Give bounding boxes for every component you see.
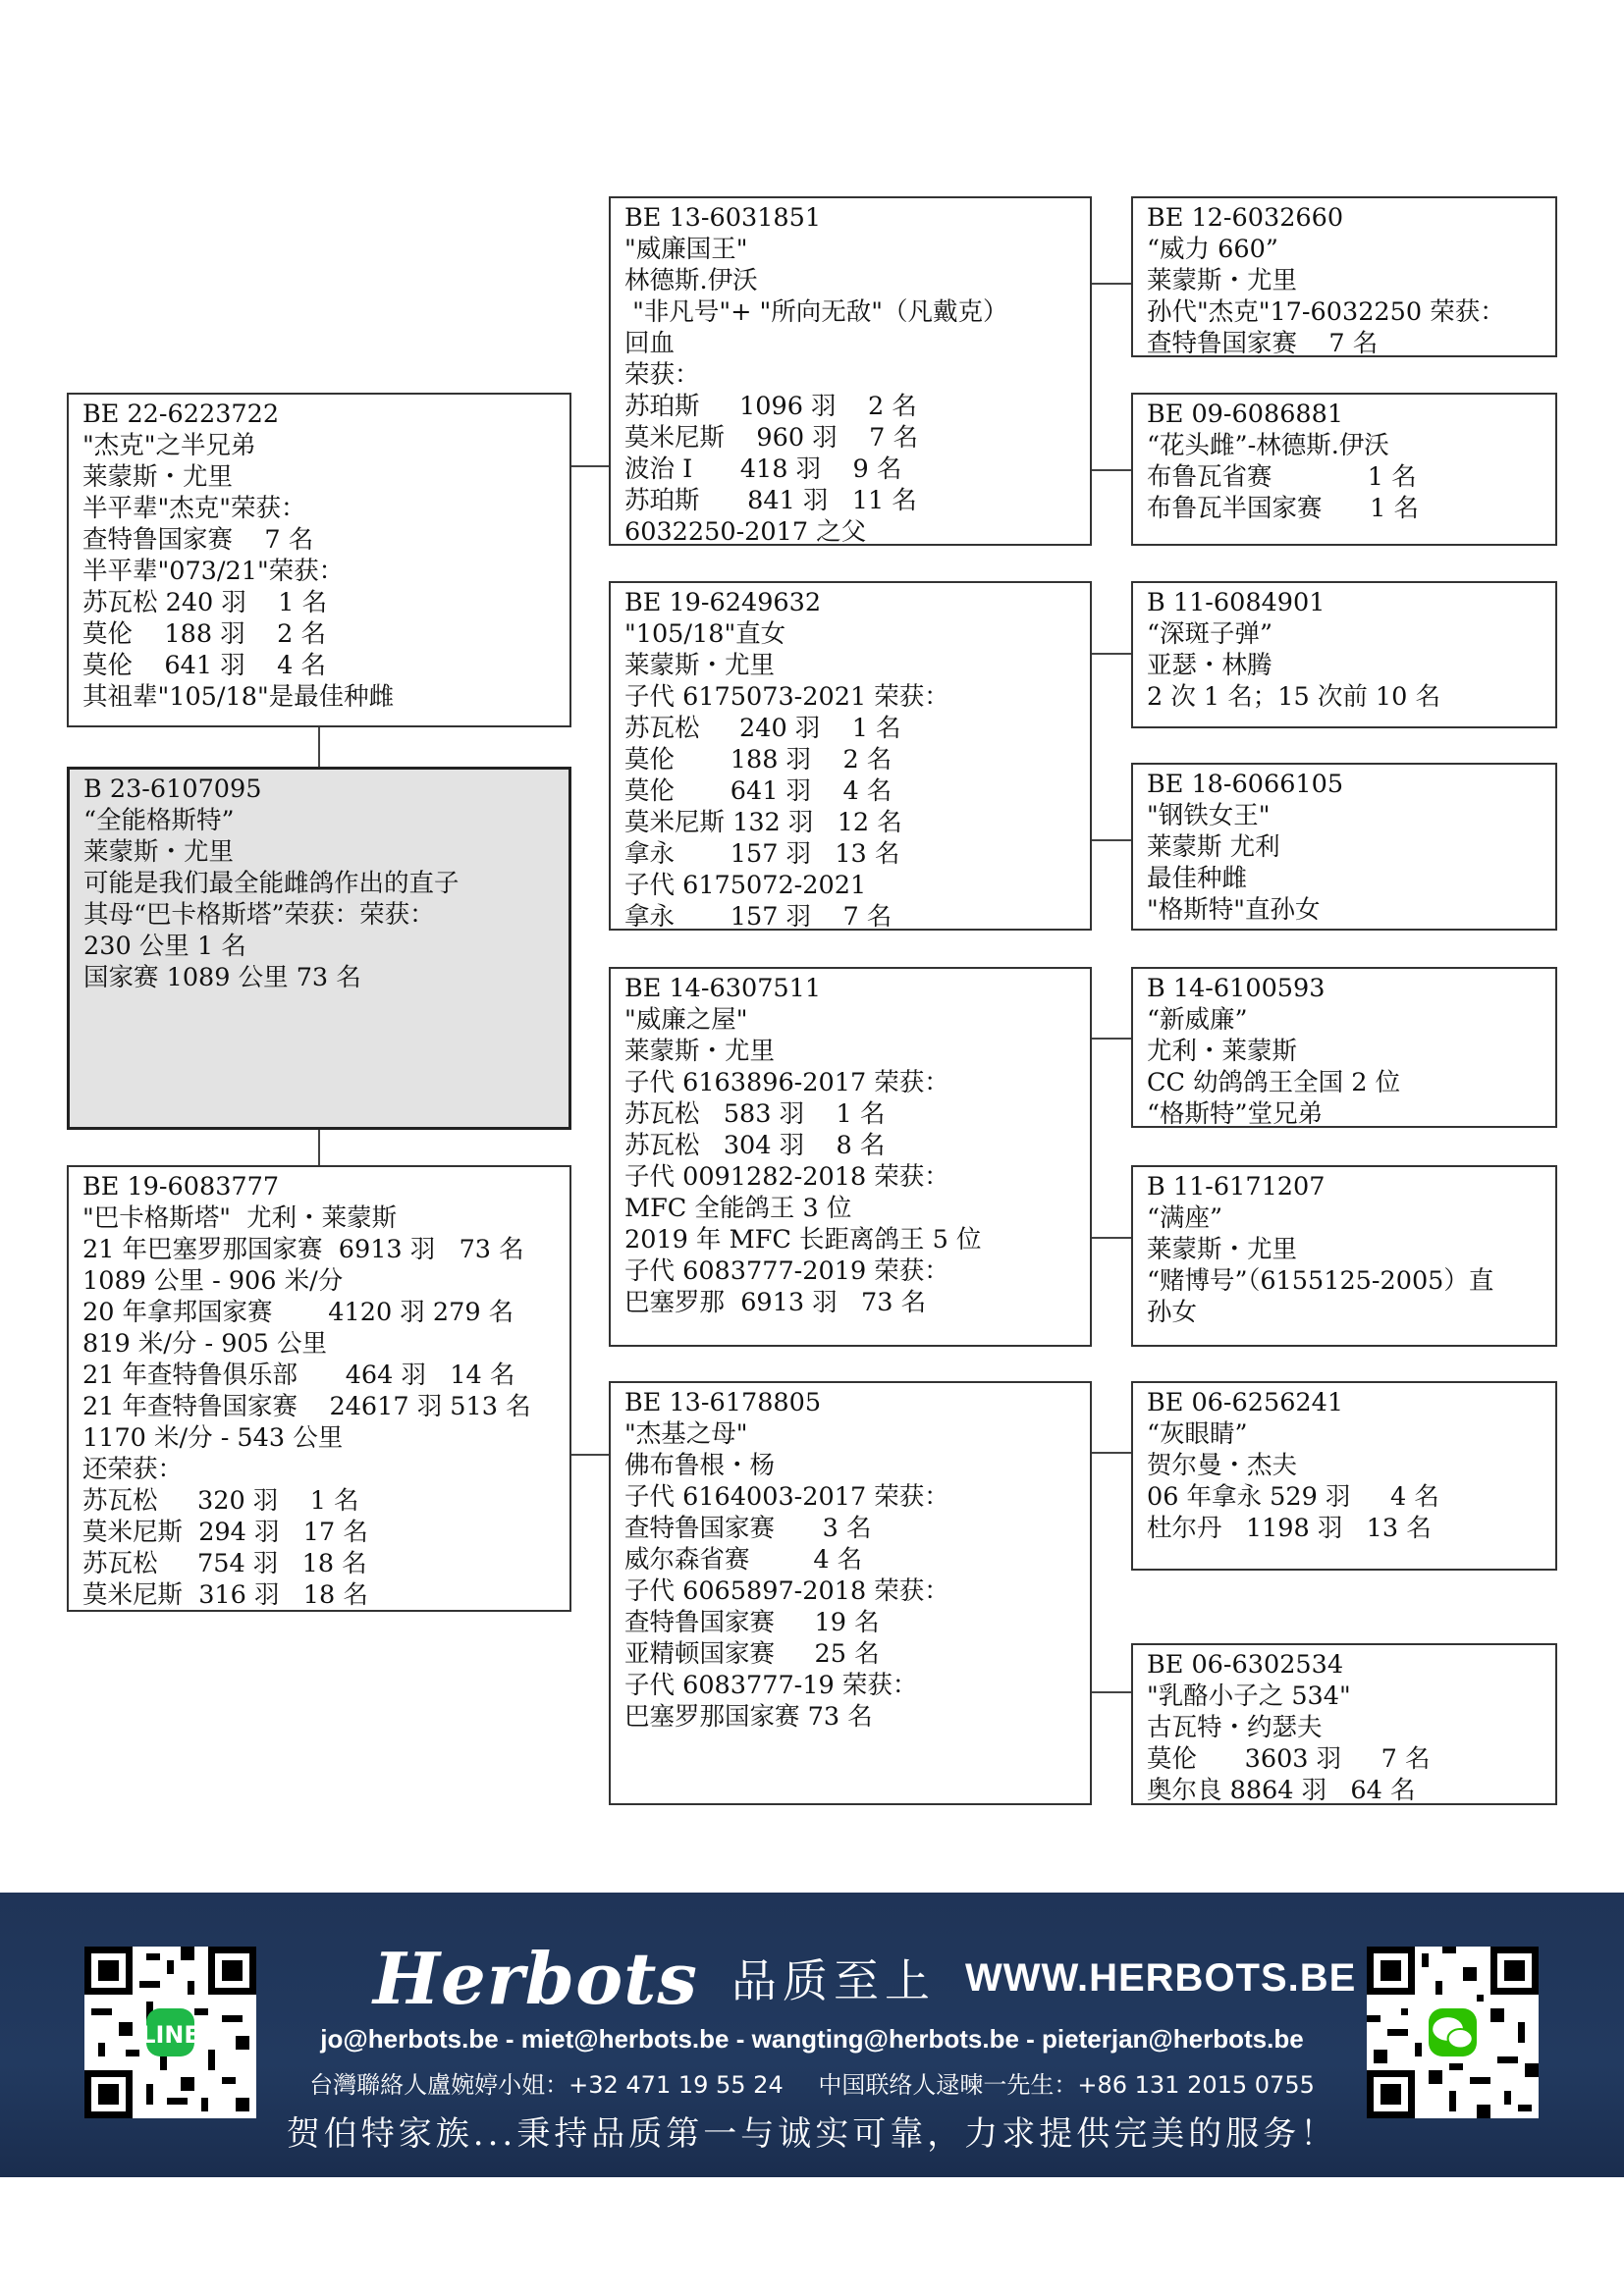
card-line: "105/18"直女 (624, 619, 786, 649)
card-line: 布鲁瓦省赛 1 名 (1147, 462, 1417, 492)
connector-line (1090, 1452, 1131, 1454)
connector-line (1090, 653, 1131, 655)
contact-emails[interactable]: jo@herbots.be - miet@herbots.be - wangting@herbots.be - pieterjan@herbots.be (320, 2024, 1304, 2054)
card-line: B 14-6100593 (1147, 974, 1326, 1003)
dam-sire-card (609, 967, 1092, 1347)
connector-line (1090, 1038, 1131, 1040)
card-line: 苏瓦松 320 羽 1 名 (82, 1486, 359, 1516)
card-line: 贺尔曼・杰夫 (1147, 1451, 1298, 1480)
card-line: 子代 6083777-2019 荣获： (624, 1256, 949, 1286)
card-line: B 11-6084901 (1147, 588, 1326, 617)
connector-line (1090, 839, 1131, 841)
card-line: 布鲁瓦半国家赛 1 名 (1147, 494, 1419, 523)
card-line: 苏瓦松 583 羽 1 名 (624, 1099, 886, 1129)
card-line: 半平辈"073/21"荣获： (82, 557, 345, 586)
card-line: 查特鲁国家赛 7 名 (82, 525, 314, 555)
card-line: 其母“巴卡格斯塔”荣获：荣获： (83, 900, 435, 930)
card-line: "巴卡格斯塔" 尤利・莱蒙斯 (82, 1203, 398, 1233)
card-line: "非凡号"+ "所向无敌"（凡戴克） (624, 297, 1008, 327)
card-line: BE 18-6066105 (1147, 770, 1344, 799)
dam-dam-card (609, 1381, 1092, 1805)
card-line: 奥尔良 8864 羽 64 名 (1147, 1776, 1416, 1805)
card-line: 巴塞罗那 6913 羽 73 名 (624, 1288, 927, 1317)
card-line: 波治 I 418 羽 9 名 (624, 454, 902, 484)
dss-card (1131, 967, 1557, 1128)
card-line: 苏瓦松 304 羽 8 名 (624, 1131, 886, 1160)
card-line: 杜尔丹 1198 羽 13 名 (1147, 1514, 1432, 1543)
card-line: 莫米尼斯 316 羽 18 名 (82, 1580, 368, 1610)
contact-taiwan: 台灣聯絡人盧婉婷小姐：+32 471 19 55 24 (309, 2071, 784, 2099)
card-line: 还荣获： (82, 1455, 184, 1484)
connector-line (318, 1130, 320, 1165)
card-line: 苏瓦松 240 羽 1 名 (624, 714, 901, 743)
card-line: “满座” (1147, 1203, 1223, 1233)
connector-line (569, 465, 609, 467)
card-line: 子代 6065897-2018 荣获： (624, 1576, 949, 1606)
card-line: B 23-6107095 (83, 774, 262, 804)
card-line: 21 年巴塞罗那国家赛 6913 羽 73 名 (82, 1235, 524, 1264)
ssd-card (1131, 393, 1557, 546)
card-line: 半平辈"杰克"荣获： (82, 494, 306, 523)
connector-line (318, 727, 320, 767)
card-line: 拿永 157 羽 13 名 (624, 839, 900, 869)
card-line: "钢铁女王" (1147, 801, 1271, 830)
card-line: BE 22-6223722 (82, 400, 280, 429)
card-line: 孙女 (1147, 1298, 1198, 1327)
card-line: 查特鲁国家赛 7 名 (1147, 329, 1379, 357)
card-line: 子代 6164003-2017 荣获： (624, 1482, 949, 1512)
connector-line (1090, 1691, 1131, 1693)
card-line: 莱蒙斯・尤里 (1147, 266, 1298, 295)
card-line: "杰基之母" (624, 1419, 748, 1449)
footer-banner (0, 1893, 1624, 2177)
contact-china: 中国联络人逯暕一先生：+86 131 2015 0755 (818, 2071, 1315, 2099)
card-line: 6032250-2017 之父 (624, 517, 867, 546)
card-line: 其祖辈"105/18"是最佳种雌 (82, 682, 395, 712)
herbots-logo: Herbots (373, 1936, 698, 2020)
sss-card (1131, 196, 1557, 357)
card-line: “灰眼睛” (1147, 1419, 1248, 1449)
card-line: 819 米/分 - 905 公里 (82, 1329, 327, 1359)
card-line: 20 年拿邦国家赛 4120 羽 279 名 (82, 1298, 514, 1327)
subject-pigeon-card (67, 767, 571, 1130)
card-line: 威尔森省赛 4 名 (624, 1545, 863, 1575)
card-line: “花头雌”-林德斯.伊沃 (1147, 431, 1389, 460)
card-line: 查特鲁国家赛 19 名 (624, 1608, 880, 1637)
card-line: “赌博号”（6155125-2005）直 (1147, 1266, 1494, 1296)
connector-line (1090, 1237, 1131, 1239)
connector-line (1090, 283, 1131, 285)
footer-tagline: 贺伯特家族...秉持品质第一与诚实可靠，力求提供完美的服务！ (286, 2114, 1338, 2154)
card-line: 21 年查特鲁俱乐部 464 羽 14 名 (82, 1361, 515, 1390)
card-line: 莱蒙斯・尤里 (1147, 1235, 1298, 1264)
card-line: 06 年拿永 529 羽 4 名 (1147, 1482, 1439, 1512)
card-line: BE 19-6249632 (624, 588, 822, 617)
card-line: “格斯特”堂兄弟 (1147, 1099, 1324, 1128)
card-line: 莱蒙斯・尤里 (83, 837, 235, 867)
card-line: 苏珀斯 1096 羽 2 名 (624, 392, 917, 421)
card-line: 2019 年 MFC 长距离鸽王 5 位 (624, 1225, 982, 1255)
card-line: "威廉之屋" (624, 1005, 748, 1035)
dsd-card (1131, 1165, 1557, 1347)
card-line: BE 12-6032660 (1147, 203, 1344, 233)
connector-line (1090, 469, 1131, 471)
dds-card (1131, 1381, 1557, 1571)
sdd-card (1131, 763, 1557, 931)
card-line: "威廉国王" (624, 235, 748, 264)
card-line: 尤利・莱蒙斯 (1147, 1037, 1298, 1066)
card-line: 亚精顿国家赛 25 名 (624, 1639, 880, 1669)
card-line: “新威廉” (1147, 1005, 1248, 1035)
card-line: 苏瓦松 754 羽 18 名 (82, 1549, 367, 1578)
card-line: 莱蒙斯・尤里 (624, 1037, 776, 1066)
card-line: "乳酪小子之 534" (1147, 1682, 1351, 1711)
card-line: 莫伦 188 羽 2 名 (624, 745, 893, 774)
card-line: 巴塞罗那国家赛 73 名 (624, 1702, 873, 1732)
card-line: 最佳种雌 (1147, 864, 1248, 893)
sire-sire-card (609, 196, 1092, 546)
card-line: 子代 0091282-2018 荣获： (624, 1162, 949, 1192)
card-line: BE 13-6031851 (624, 203, 822, 233)
card-line: 莫伦 641 羽 4 名 (624, 776, 893, 806)
connector-line (569, 1454, 609, 1456)
card-line: 230 公里 1 名 (83, 932, 246, 961)
dam-card (67, 1165, 571, 1612)
card-line: 子代 6163896-2017 荣获： (624, 1068, 949, 1097)
card-line: 莫伦 3603 羽 7 名 (1147, 1744, 1431, 1774)
card-line: 子代 6083777-19 荣获： (624, 1671, 918, 1700)
card-line: 可能是我们最全能雌鸽作出的直子 (83, 869, 460, 898)
card-line: 亚瑟・林腾 (1147, 651, 1272, 680)
card-line: 莫米尼斯 294 羽 17 名 (82, 1518, 368, 1547)
card-line: 子代 6175073-2021 荣获： (624, 682, 949, 712)
card-line: 2 次 1 名；15 次前 10 名 (1147, 682, 1440, 712)
card-line: 莱蒙斯 尤利 (1147, 832, 1280, 862)
sire-dam-card (609, 581, 1092, 931)
website-link[interactable]: WWW.HERBOTS.BE (964, 1955, 1357, 2000)
card-line: BE 13-6178805 (624, 1388, 822, 1417)
card-line: 莱蒙斯・尤里 (624, 651, 776, 680)
brand-row (373, 1934, 1356, 2022)
card-line: 拿永 157 羽 7 名 (624, 902, 893, 931)
card-line: 孙代"杰克"17-6032250 荣获： (1147, 297, 1505, 327)
card-line: 莱蒙斯・尤里 (82, 462, 234, 492)
card-line: MFC 全能鸽王 3 位 (624, 1194, 852, 1223)
card-line: 荣获： (624, 360, 700, 390)
card-line: BE 14-6307511 (624, 974, 822, 1003)
card-line: 1170 米/分 - 543 公里 (82, 1423, 344, 1453)
contact-phones (0, 2065, 1624, 2100)
card-line: BE 06-6302534 (1147, 1650, 1344, 1680)
card-line: “全能格斯特” (83, 806, 235, 835)
card-line: 21 年查特鲁国家赛 24617 羽 513 名 (82, 1392, 531, 1421)
svg-text:LINE: LINE (140, 2021, 200, 2049)
card-line: 莫米尼斯 960 羽 7 名 (624, 423, 918, 453)
card-line: 子代 6175072-2021 (624, 871, 867, 900)
ddd-card (1131, 1643, 1557, 1805)
brand-slogan: 品质至上 (731, 1954, 936, 2007)
card-line: BE 06-6256241 (1147, 1388, 1344, 1417)
card-line: BE 09-6086881 (1147, 400, 1344, 429)
card-line: 莫米尼斯 132 羽 12 名 (624, 808, 902, 837)
card-line: "格斯特"直孙女 (1147, 895, 1321, 925)
card-line: 莫伦 641 羽 4 名 (82, 651, 326, 680)
card-line: 查特鲁国家赛 3 名 (624, 1514, 872, 1543)
card-line: "杰克"之半兄弟 (82, 431, 256, 460)
card-line: “深斑子弹” (1147, 619, 1273, 649)
card-line: 回血 (624, 329, 676, 358)
card-line: 佛布鲁根・杨 (624, 1451, 776, 1480)
card-line: B 11-6171207 (1147, 1172, 1326, 1201)
card-line: 1089 公里 - 906 米/分 (82, 1266, 344, 1296)
card-line: CC 幼鸽鸽王全国 2 位 (1147, 1068, 1401, 1097)
card-line: 林德斯.伊沃 (624, 266, 758, 295)
card-line: 苏瓦松 240 羽 1 名 (82, 588, 328, 617)
card-line: 国家赛 1089 公里 73 名 (83, 963, 361, 992)
sds-card (1131, 581, 1557, 728)
card-line: 苏珀斯 841 羽 11 名 (624, 486, 917, 515)
card-line: 莫伦 188 羽 2 名 (82, 619, 326, 649)
card-line: 古瓦特・约瑟夫 (1147, 1713, 1323, 1742)
card-line: BE 19-6083777 (82, 1172, 280, 1201)
card-line: “威力 660” (1147, 235, 1278, 264)
sire-card (67, 393, 571, 727)
